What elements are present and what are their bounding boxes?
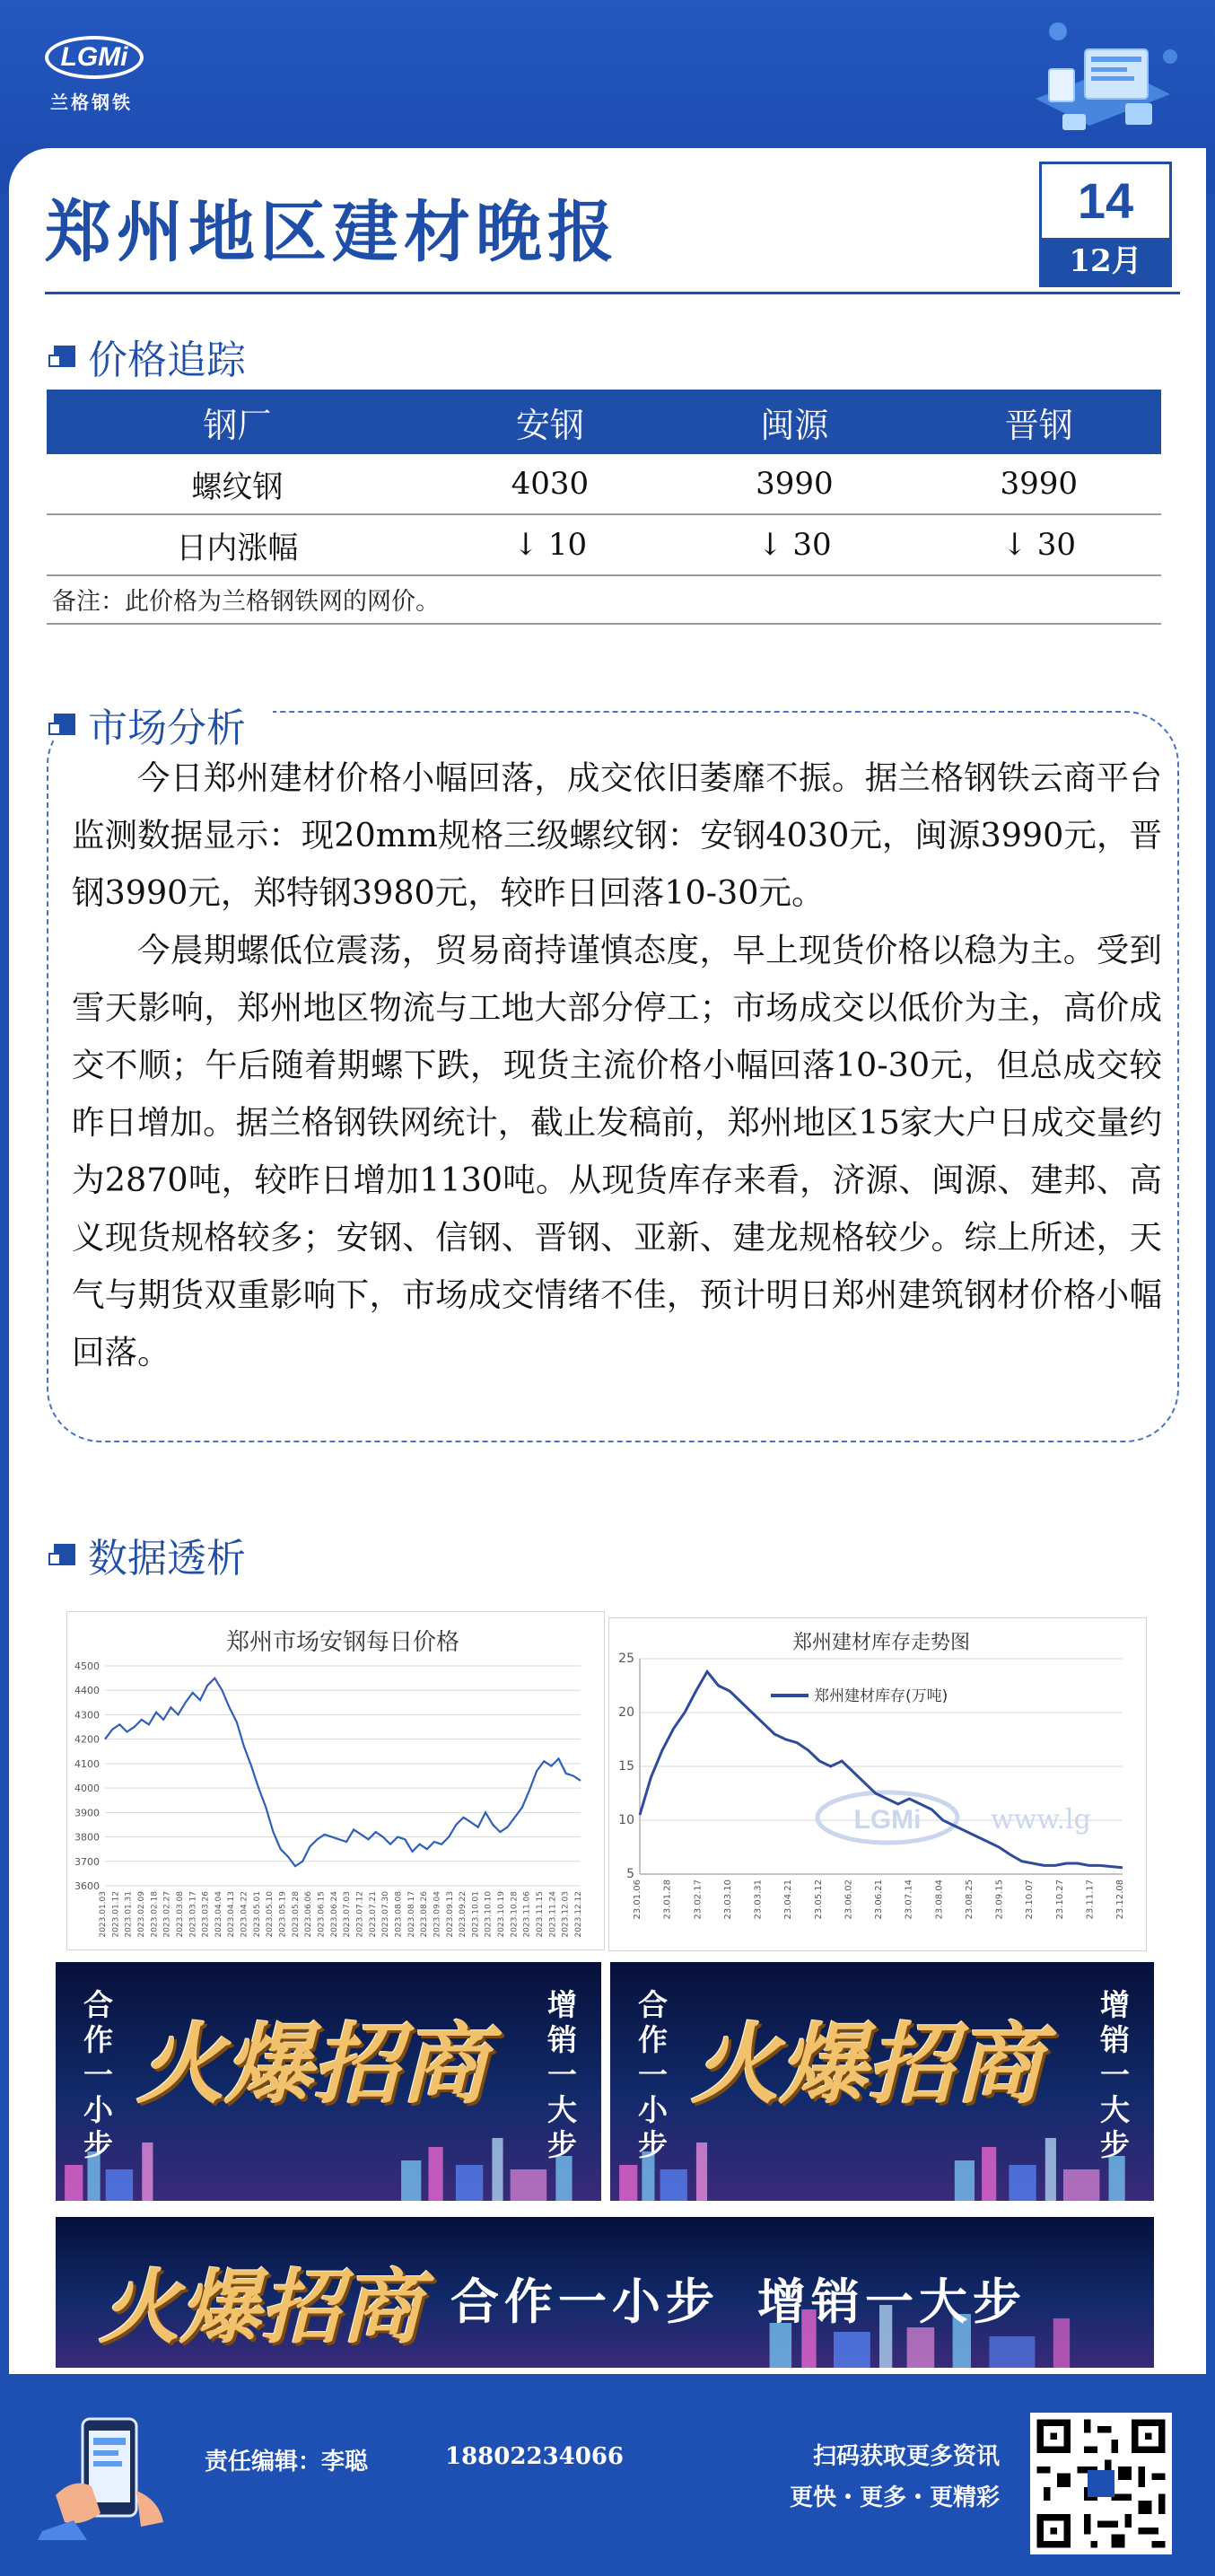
wide-banner-slogan: 合作一小步 增销一大步 [450,2275,1027,2329]
x-tick-label: 23.10.27 [1054,1879,1065,1920]
x-tick-label: 2023.04.04 [214,1891,223,1938]
series-line [105,1678,581,1867]
qr-code[interactable] [1030,2413,1172,2554]
wide-banner-headline: 火爆招商 [99,2260,422,2355]
row-label: 日内涨幅 [47,514,428,575]
chart-title: 郑州市场安钢每日价格 [225,1629,460,1656]
x-tick-label: 23.08.04 [934,1879,945,1920]
data-heading-text: 数据透析 [88,1536,246,1582]
x-tick-label: 2023.03.26 [201,1891,211,1938]
promo-banner-right[interactable] [610,1962,1154,2201]
col-header-minyuan: 闽源 [672,390,916,454]
x-tick-label: 2023.08.17 [406,1891,416,1938]
editor-label: 责任编辑：李聪 [205,2449,369,2475]
x-tick-label: 23.09.15 [994,1879,1005,1920]
x-tick-label: 23.03.10 [722,1879,733,1920]
date-month: 12月 [1042,238,1169,285]
x-tick-label: 23.06.21 [874,1879,884,1920]
x-tick-label: 2023.02.18 [150,1891,160,1938]
section-square-icon [54,346,75,367]
analysis-paragraph: 今日郑州建材价格小幅回落，成交依旧萎靡不振。据兰格钢铁云商平台监测数据显示：现20mm规格三级螺纹钢：安钢4030元，闽源3990元，晋钢3990元，郑特钢3980元，较昨日回落10-30元。 [72,758,1162,912]
x-tick-label: 2023.08.08 [394,1891,404,1938]
price-cell: 3990 [672,454,916,514]
date-day: 14 [1077,172,1134,229]
x-tick-label: 2023.02.09 [136,1891,146,1938]
down-arrow-icon: ↓ [1001,527,1027,563]
inventory-line-chart [609,1618,1146,1950]
phone-hand-icon [38,2414,181,2540]
lanke-logo[interactable] [45,36,153,113]
price-note: 备注：此价格为兰格钢铁网的网价。 [52,588,440,616]
editor-phone: 18802234066 [445,2443,624,2470]
x-tick-label: 2023.09.04 [433,1891,442,1938]
city-skyline [610,2138,1154,2201]
x-tick-label: 2023.04.22 [240,1891,249,1938]
watermark-logo-text: LGMi [853,1805,922,1835]
banner-left-slogan: 合作一小步 [634,1989,668,2164]
analysis-heading-text: 市场分析 [88,705,246,751]
x-tick-label: 2023.06.06 [304,1891,314,1938]
price-heading-text: 价格追踪 [88,337,246,383]
col-header-mill: 钢厂 [47,390,428,454]
x-tick-label: 23.01.06 [633,1879,642,1920]
x-tick-label: 23.07.14 [904,1879,914,1920]
x-tick-label: 23.04.21 [783,1879,794,1920]
down-arrow-icon: ↓ [512,527,539,563]
price-table [47,390,1161,576]
x-tick-label: 2023.09.13 [445,1891,455,1938]
y-tick-label: 10 [618,1813,634,1827]
x-tick-label: 23.08.25 [964,1879,975,1920]
y-tick-label: 4000 [74,1783,100,1795]
x-tick-label: 2023.01.31 [124,1891,134,1938]
section-square-icon [54,714,75,735]
divider [47,623,1161,625]
x-tick-label: 2023.10.10 [484,1891,494,1938]
promo-banner-wide[interactable] [56,2217,1154,2368]
x-tick-label: 23.01.28 [662,1879,673,1920]
x-tick-label: 2023.09.22 [459,1891,468,1938]
x-tick-label: 2023.01.03 [99,1891,108,1938]
y-tick-label: 3800 [74,1831,100,1844]
x-tick-label: 2023.05.19 [278,1891,288,1938]
footer-tagline: 更快・更多・更精彩 [790,2484,1001,2511]
x-tick-label: 2023.07.03 [343,1891,353,1938]
price-section-heading [54,328,246,385]
y-tick-label: 3600 [74,1880,100,1892]
x-tick-label: 23.06.02 [844,1879,854,1920]
y-tick-label: 3700 [74,1855,100,1868]
x-tick-label: 2023.01.12 [111,1891,121,1938]
section-square-icon [54,1544,75,1565]
y-tick-label: 3900 [74,1807,100,1819]
x-tick-label: 2023.10.01 [471,1891,481,1938]
y-tick-label: 15 [618,1759,634,1774]
y-tick-label: 4500 [74,1660,100,1672]
x-tick-label: 2023.04.13 [227,1891,237,1938]
promo-banner-left[interactable] [56,1962,601,2201]
data-section-heading [54,1526,246,1583]
x-tick-label: 2023.07.12 [355,1891,365,1938]
x-tick-label: 23.12.08 [1115,1879,1125,1920]
change-cell: ↓ 30 [672,514,916,575]
date-badge [1039,162,1172,287]
x-tick-label: 23.02.17 [693,1879,704,1920]
x-tick-label: 2023.12.12 [574,1891,583,1938]
y-tick-label: 4200 [74,1733,100,1746]
table-row-change [47,514,1161,575]
city-skyline [56,2138,601,2201]
banner-right-slogan: 增销一大步 [544,1989,577,2164]
y-tick-label: 4100 [74,1757,100,1770]
price-cell: 4030 [428,454,672,514]
banner-headline: 火爆招商 [691,2013,1044,2116]
banner-right-slogan: 增销一大步 [1097,1989,1130,2164]
x-tick-label: 2023.05.01 [252,1891,262,1938]
y-tick-label: 4300 [74,1709,100,1722]
price-cell: 3990 [917,454,1161,514]
x-tick-label: 2023.11.06 [522,1891,532,1938]
y-tick-label: 4400 [74,1685,100,1697]
x-tick-label: 23.03.31 [753,1879,764,1920]
analysis-section-heading [54,696,273,753]
banner-headline: 火爆招商 [136,2013,489,2116]
x-tick-label: 2023.11.15 [536,1891,546,1938]
logo-mark: LGMi [45,36,144,79]
x-tick-label: 2023.06.24 [329,1891,339,1938]
inventory-chart-card [608,1617,1147,1951]
x-tick-label: 2023.02.27 [162,1891,172,1938]
banner-left-slogan: 合作一小步 [80,1989,113,2164]
tech-illustration [1000,13,1179,157]
x-tick-label: 23.10.07 [1025,1879,1036,1920]
analysis-body [72,749,1162,1381]
scan-prompt: 扫码获取更多资讯 [813,2443,1001,2470]
change-cell: ↓ 10 [428,514,672,575]
chart-title: 郑州建材库存走势图 [791,1632,971,1654]
col-header-jingang: 晋钢 [917,390,1161,454]
logo-subtitle: 兰格钢铁 [50,92,133,113]
down-arrow-icon: ↓ [757,527,783,563]
x-tick-label: 2023.10.28 [510,1891,520,1938]
x-tick-label: 2023.05.28 [291,1891,301,1938]
price-line-chart [67,1612,604,1950]
x-tick-label: 2023.06.15 [317,1891,327,1938]
x-tick-label: 23.05.12 [813,1879,824,1920]
x-tick-label: 2023.05.10 [266,1891,275,1938]
x-tick-label: 23.11.17 [1085,1879,1096,1920]
x-tick-label: 2023.03.17 [188,1891,198,1938]
x-tick-label: 2023.08.26 [420,1891,430,1938]
title-underline [45,292,1180,294]
row-label: 螺纹钢 [47,454,428,514]
col-header-angang: 安钢 [428,390,672,454]
y-tick-label: 20 [618,1705,634,1720]
table-row-rebar [47,454,1161,514]
x-tick-label: 2023.11.24 [548,1891,558,1938]
change-cell: ↓ 30 [917,514,1161,575]
x-tick-label: 2023.07.30 [381,1891,391,1938]
legend-label: 郑州建材库存(万吨) [814,1687,948,1705]
x-tick-label: 2023.12.03 [561,1891,571,1938]
price-chart-card [66,1611,605,1950]
page-title: 郑州地区建材晚报 [45,194,619,271]
watermark-text: www.lg [991,1804,1091,1836]
y-tick-label: 5 [626,1867,634,1881]
x-tick-label: 2023.03.08 [175,1891,185,1938]
analysis-paragraph: 今晨期螺低位震荡，贸易商持谨慎态度，早上现货价格以稳为主。受到雪天影响，郑州地区物流与工地大部分停工；市场成交以低价为主，高价成交不顺；午后随着期螺下跌，现货主流价格小幅回落10-30元，但总成交较昨日增加。据兰格钢铁网统计，截止发稿前，郑州地区15家大户日成交量约为2870吨，较昨日增加1130吨。从现货库存来看，济源、闽源、建邦、高义现货规格较多；安钢、信钢、晋钢、亚新、建龙规格较少。综上所述，天气与期货双重影响下，市场成交情绪不佳，预计明日郑州建筑钢材价格小幅回落。 [72,931,1162,1371]
x-tick-label: 2023.07.21 [368,1891,378,1938]
y-tick-label: 25 [618,1652,634,1666]
x-tick-label: 2023.10.19 [497,1891,507,1938]
